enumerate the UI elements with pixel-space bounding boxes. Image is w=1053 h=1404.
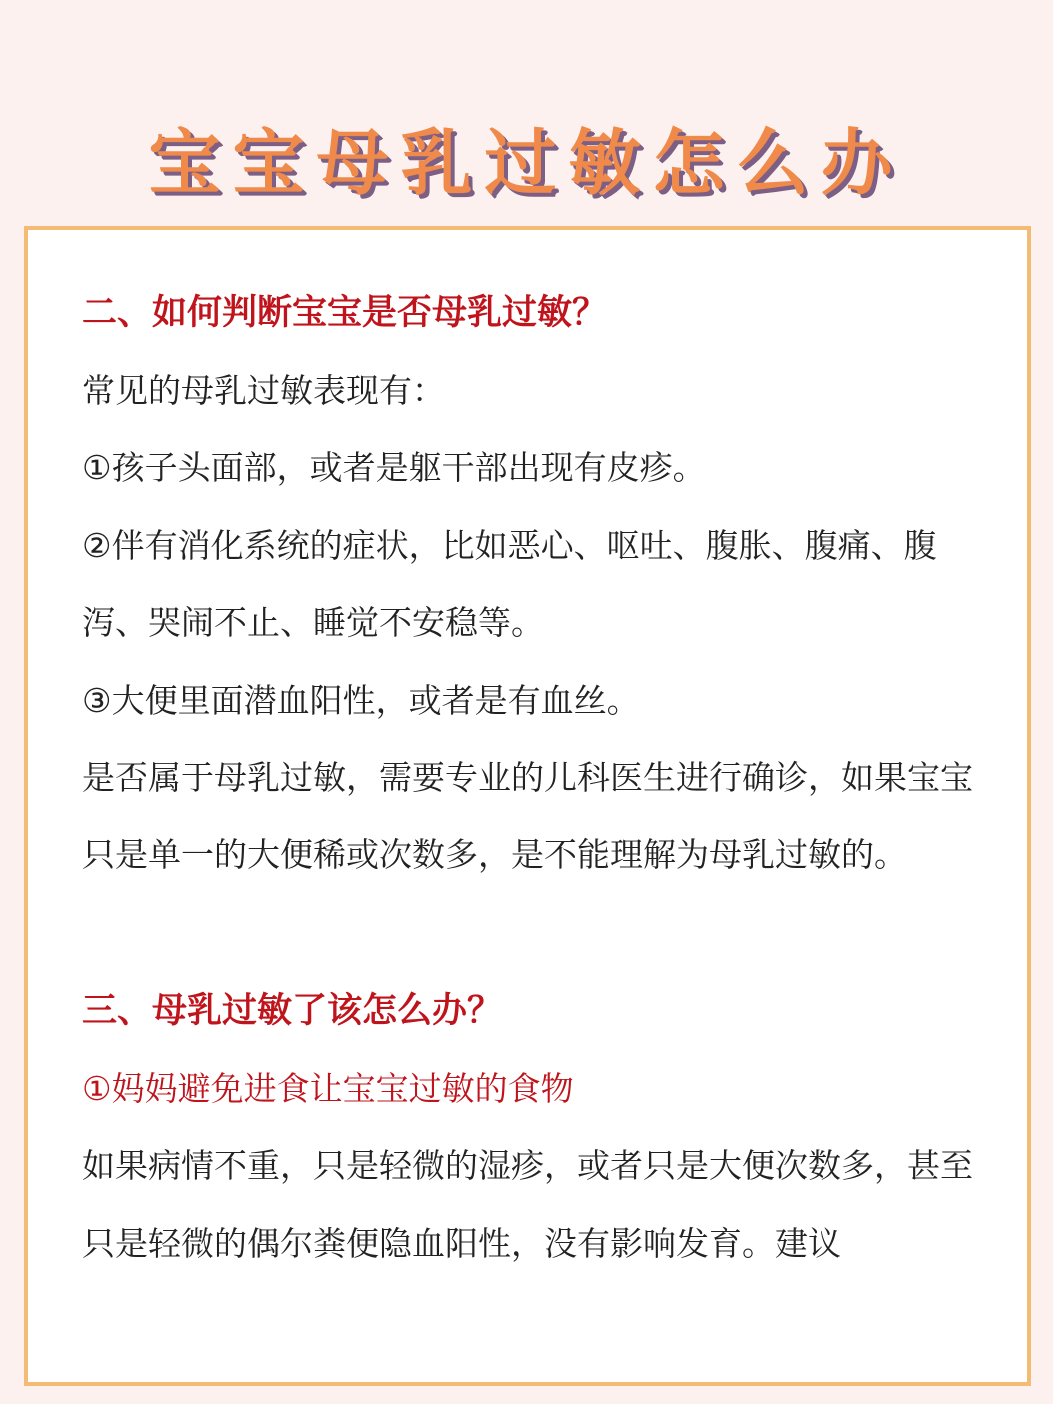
section3-heading: 三、母乳过敏了该怎么办？	[82, 990, 503, 1031]
section2-item-3: ③大便里面潜血阳性，或者是有血丝。	[82, 680, 640, 720]
section2-item-1: ①孩子头面部，或者是躯干部出现有皮疹。	[82, 448, 706, 488]
section3-subheading: ①妈妈避免进食让宝宝过敏的食物	[82, 1068, 574, 1108]
section2-heading: 二、如何判断宝宝是否母乳过敏？	[82, 293, 608, 333]
section3-text: 如果病情不重，只是轻微的湿疹，或者只是大便次数多，甚至只是轻微的偶尔粪便隐血阳性，没有影响发育。建议	[82, 1146, 973, 1263]
section2-item-2: ②伴有消化系统的症状，比如恶心、呕吐、腹胀、腹痛、腹泻、哭闹不止、睡觉不安稳等。	[82, 525, 937, 643]
section2-intro: 常见的母乳过敏表现有：	[82, 371, 445, 410]
section2-note: 是否属于母乳过敏，需要专业的儿科医生进行确诊，如果宝宝只是单一的大便稀或次数多，是不能理解为母乳过敏的。	[82, 758, 973, 875]
content-card	[24, 226, 1031, 1386]
article-body	[82, 274, 982, 1282]
page-title: 宝宝母乳过敏怎么办	[148, 121, 905, 205]
section-spacer	[82, 894, 982, 972]
